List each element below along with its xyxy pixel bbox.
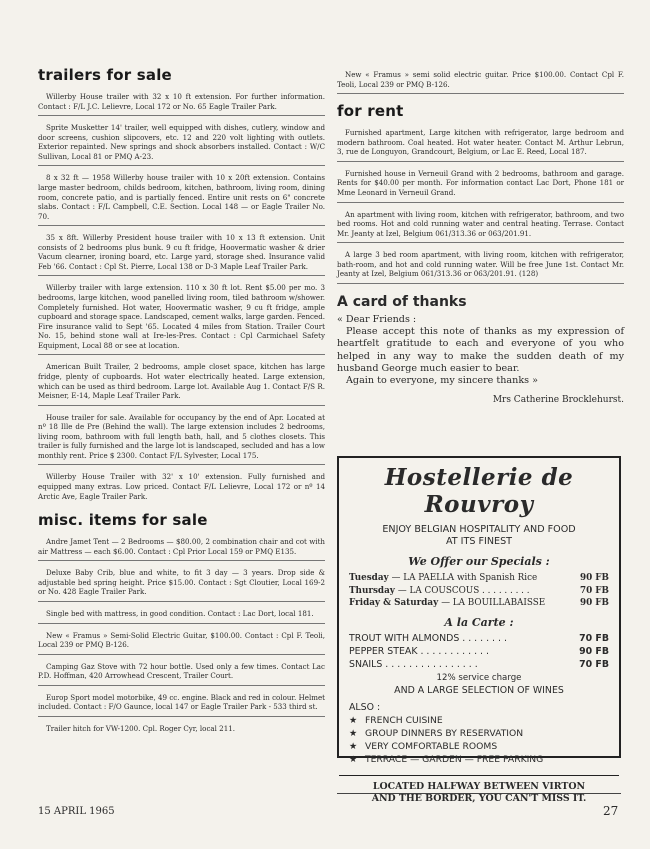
hostel-name: Hostellerie de Rouvroy [384,464,574,518]
thanks-heading: A card of thanks [337,293,467,310]
rent-ad: Furnished house in Verneuil Grand with 2 bedrooms, bathroom and garage. Rents for $40.00 per month. For information contact Lac Dort, Phone 181 or Mme Leonard in Verneuil Grand. [337,167,624,203]
rent-ad: A large 3 bed room apartment, with living room, kitchen with refrigerator, bath-room, and hot and cold running water. Will be free June 1st. Contact Mr. Jeanty at Izel, Belgium 061/313.36 or 063/201.91. (128) [337,248,624,284]
special-row [349,572,609,585]
carte-price: 70 FB [579,658,609,670]
trailers-heading: trailers for sale [38,66,172,84]
carte-dish: TROUT WITH ALMONDS . . . . . . . . [349,633,507,645]
service-charge: 12% service charge [436,673,522,684]
misc-list [38,535,325,737]
hostellerie-advert [337,456,621,804]
also-item-label: TERRACE — GARDEN — FREE PARKING [365,753,544,765]
thanks-closing: Again to everyone, my sincere thanks » [346,375,538,387]
hostel-tagline-2: AT ITS FINEST [445,536,513,548]
trailer-ad: Sprite Musketter 14' trailer, well equipped with dishes, cutlery, window and door screens, cushion slipcovers, etc. 12 and 220 volt lighting with outlets. Exterior repainted. New springs and shock absorbers installed. Contact : W/C Sullivan, Local 81 or PMQ A-23. [38,121,325,166]
also-item [349,754,609,767]
star-icon: ★ [349,728,358,740]
misc-ad: Deluxe Baby Crib, blue and white, to fit 3 day — 3 years. Drop side & adjustable bed spring height. Price $15.00. Contact : Sgt Cloutier, Local 169-2 or No. 428 Eagle Trailer Park. [38,566,325,602]
wines-note: AND A LARGE SELECTION OF WINES [394,685,564,697]
trailer-ad: 8 x 32 ft — 1958 Willerby house trailer with 10 x 20ft extension. Contains large master bedroom, childs bedroom, kitchen, bathroom, living room, dining room, concrete patio, and is partially fenced. Entire unit rests on 6" concrete slabs. Contact : F/L Campbell, C.E. Section. Local 148 — or Eagle Trailer No. 70. [38,171,325,226]
special-dish: — LA COUSCOUS . . . . . . . . . [397,585,530,596]
misc-ad: New « Framus » Semi-Solid Electric Guitar, $100.00. Contact : Cpl F. Teoli, Local 239 or PMQ B-126. [38,629,325,655]
right-column [337,68,624,405]
trailer-ad: House trailer for sale. Available for occupancy by the end of Apr. Located at nº 18 Ille de Pre (Behind the wall). The large extension includes 2 bedrooms, living room, bathroom with full length bath, hall, and 5 clothes closets. This trailer is fully furnished and the large lot is landscaped, secluded and has a low monthly rent. Price $ 2300. Contact F/L Sylvester, Local 175. [38,411,325,466]
trailer-ad: 35 x 8ft. Willerby President house trailer with 10 x 13 ft extension. Unit consists of 2 bedrooms plus bunk. 9 cu ft fridge, Hoovermatic washer & drier Vacum clearner, ironing board, etc. Large yard, storage shed. Insurance valid Feb '66. Contact : Cpl St. Pierre, Local 138 or D-3 Maple Leaf Trailer Park. [38,231,325,276]
location-line-1: LOCATED HALFWAY BETWEEN VIRTON [372,780,586,792]
carte-dish: PEPPER STEAK . . . . . . . . . . . . [349,645,489,657]
thanks-signature: Mrs Catherine Brocklehurst. [492,395,624,406]
carte-row [349,633,609,646]
also-item [349,728,609,741]
carte-price: 90 FB [579,645,609,657]
special-row [349,585,609,598]
rent-ad: An apartment with living room, kitchen with refrigerator, bathroom, and two bed rooms. Hot and cold running water and central heating. Terrase. Contact Mr. Jeanty at Izel, Belgium 061/313.36 or 063/201.91. [337,208,624,244]
page-number: 27 [603,804,619,818]
carte-list [349,633,609,671]
trailer-ad: American Built Trailer, 2 bedrooms, ample closet space, kitchen has large fridge, plenty of cupboards. Hot water electrically heated. Large extension, which can be used as third bedroom. Large lot. Available Aug 1. Contact F/S R. Meisner, E-14, Maple Leaf Trailer Park. [38,360,325,405]
carte-price: 70 FB [579,633,609,645]
hostel-tagline: ENJOY BELGIAN HOSPITALITY AND FOOD [382,524,576,535]
special-price: 90 FB [580,598,609,609]
also-item-label: GROUP DINNERS BY RESERVATION [365,728,524,740]
special-row [349,597,609,610]
misc-heading: misc. items for sale [38,511,208,530]
misc-ad: Europ Sport model motorbike, 49 cc. engine. Black and red in colour. Helmet included. Contact : F/O Gaunce, local 147 or Eagle Trailer Park - 533 third st. [38,691,325,717]
special-price: 90 FB [580,572,609,583]
specials-title: We Offer our Specials : [408,554,550,568]
carte-row [349,659,609,672]
star-icon: ★ [349,715,358,727]
carte-row [349,646,609,659]
also-item [349,741,609,754]
also-label: ALSO : [349,702,381,714]
rent-heading: for rent [337,102,404,121]
misc-ad: Trailer hitch for VW-1200. Cpl. Roger Cyr, local 211. [46,723,235,733]
special-dish: — LA PAELLA with Spanish Rice [391,572,538,583]
special-day: Thursday [349,585,395,596]
trailer-ad: Willerby trailer with large extension. 110 x 30 ft lot. Rent $5.00 per mo. 3 bedrooms, large kitchen, wood panelled living room, tiled bathroom w/shower. Completely furnished. Hot water, Hoovermatic washer, 9 cu ft fridge, ample cupboard and storage space. Landscaped, cement walks, large garden. Fenced. Fire insurance valid to Sept '65. Located 4 miles from Station. Trailer Court No. 15, behind stone wall at Ire-les-Pres. Contact : Cpl Carmichael Safety Equipment, Local 88 or see at location. [38,281,325,355]
footer-rule [337,793,621,794]
misc-ad: Camping Gaz Stove with 72 hour bottle. Used only a few times. Contact Lac P.D. Hoffman, 420 Arrowhead Crescent, Trailer Court. [38,660,325,686]
carte-title: A la Carte : [444,616,514,630]
left-column [38,66,325,742]
special-dish: — LA BOUILLABAISSE [441,598,546,609]
carte-dish: SNAILS . . . . . . . . . . . . . . . . [349,658,478,670]
thanks-salutation: « Dear Friends : [337,313,417,325]
special-price: 70 FB [580,585,609,596]
misc-ad: Andre Jamet Tent — 2 Bedrooms — $80.00, 2 combination chair and cot with air Mattress — each $6.00. Contact : Cpl Prior Local 159 or PMQ E135. [38,535,325,561]
special-day: Friday & Saturday [349,598,439,609]
special-day: Tuesday [349,572,389,583]
also-item [349,715,609,728]
misc-ad: Single bed with mattress, in good condition. Contact : Lac Dort, local 181. [38,607,325,624]
issue-date: 15 APRIL 1965 [38,806,115,817]
trailer-ad: Willerby House trailer with 32 x 10 ft extension. For further information. Contact : F/L J.C. Lelievre, Local 172 or No. 65 Eagle Trailer Park. [38,90,325,116]
also-item-label: VERY COMFORTABLE ROOMS [365,741,498,752]
specials-list [349,572,609,610]
also-item-label: FRENCH CUISINE [365,715,443,727]
rent-ad: Furnished apartment, Large kitchen with refrigerator, large bedroom and modern bathroom. Coal heated. Hot water heater. Contact M. Arthur Lebrun, 3, rue de Longuyon, Grandcourt, Belgium, or Lac E. Reed, Local 187. [337,126,624,162]
trailers-list [38,90,325,505]
location-note [339,775,619,805]
trailer-ad: Willerby House Trailer with 32' x 10' extension. Fully furnished and equipped many extras. Low priced. Contact F/L Lelievre, Local 172 or nº 14 Arctic Ave, Eagle Trailer Park. [38,472,325,501]
location-line-2: AND THE BORDER, YOU CAN'T MISS IT. [371,792,587,804]
star-icon: ★ [349,753,358,765]
star-icon: ★ [349,741,358,752]
guitar-ad: New « Framus » semi solid electric guitar. Price $100.00. Contact Cpl F. Teoli, Local 239 or PMQ B-126. [337,68,624,94]
thanks-body: Please accept this note of thanks as my expression of heartfelt gratitude to each and everyone of you who helped in any way to make the sudden death of my husband George much easier to bear. [337,326,624,374]
also-list [349,715,609,767]
